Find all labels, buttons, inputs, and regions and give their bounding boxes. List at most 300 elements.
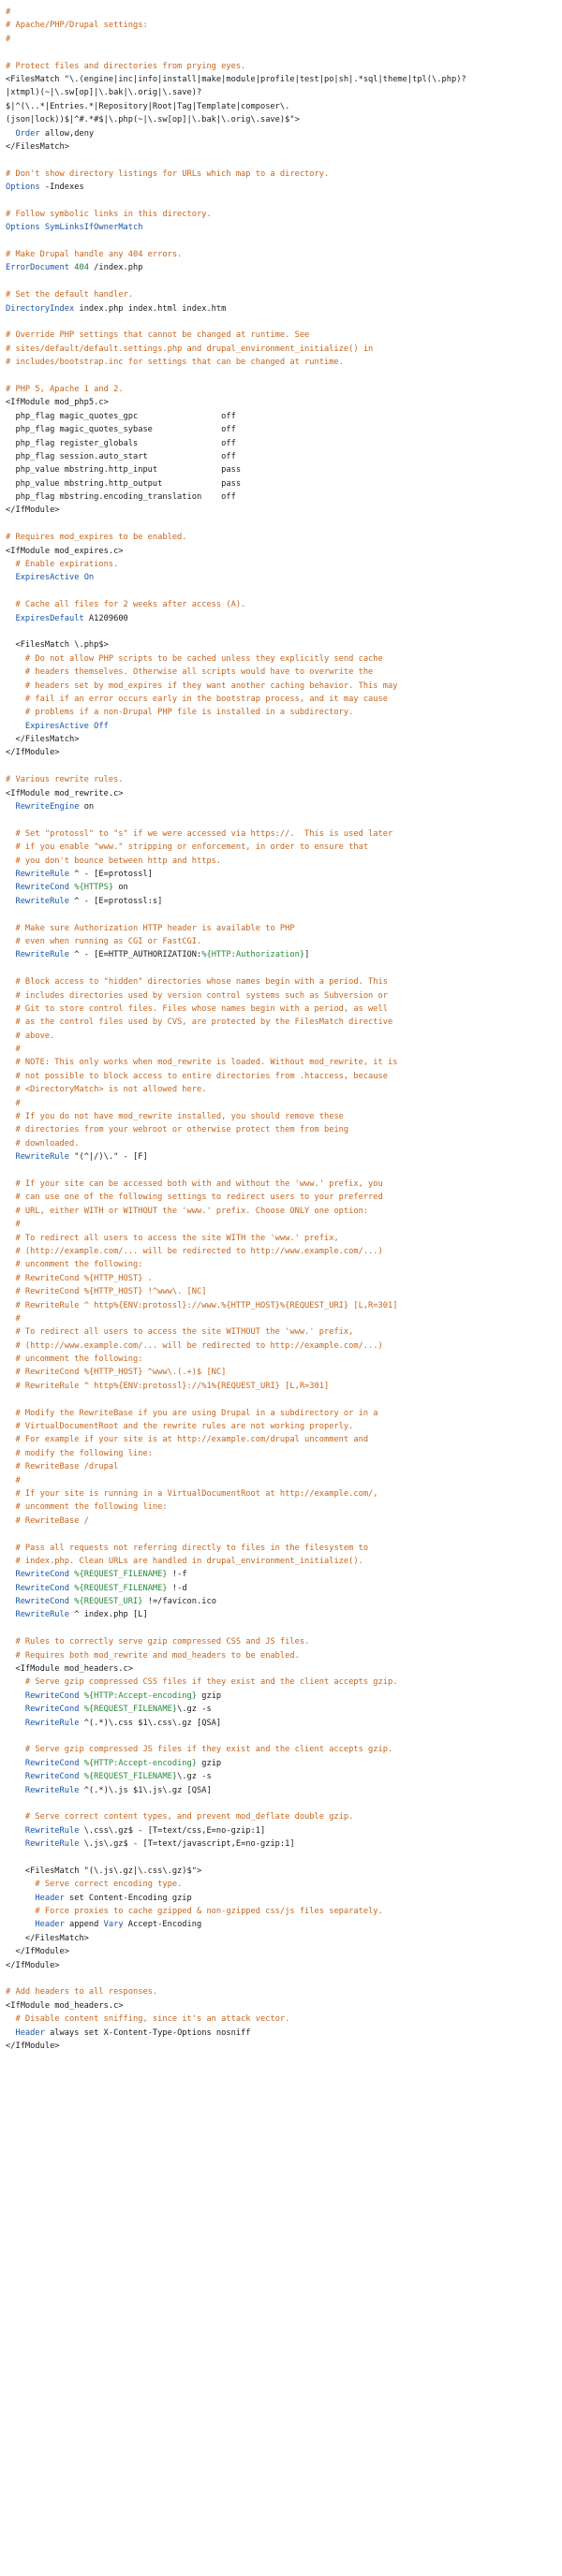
code-directive: RewriteRule — [24, 1825, 80, 1836]
code-line — [6, 1150, 562, 1164]
code-line — [6, 1784, 562, 1797]
code-comment: # Various rewrite rules. — [6, 775, 124, 785]
code-tag: </IfModule> — [6, 748, 60, 758]
code-text: ^ - [E=protossl] — [69, 870, 153, 879]
code-line — [6, 841, 562, 854]
code-comment: # RewriteBase /drupal — [15, 1462, 119, 1472]
code-text: /index.php — [88, 263, 143, 273]
code-text — [6, 600, 15, 609]
code-comment: # Modify the RewriteBase if you are using Drupal in a subdirectory or in a — [15, 1408, 378, 1418]
code-line — [6, 585, 562, 598]
code-text — [6, 1907, 35, 1916]
code-comment: # PHP 5, Apache 1 and 2. — [6, 384, 124, 394]
code-text — [6, 1234, 15, 1243]
code-text — [6, 1772, 25, 1781]
code-line — [6, 1285, 562, 1298]
code-directive: RewriteRule — [15, 1610, 70, 1620]
code-variable: %{HTTP:Accept-encoding} — [83, 1758, 198, 1768]
code-comment: # uncomment the following: — [15, 1260, 143, 1270]
code-text: index.php index.html index.htm — [74, 303, 227, 314]
code-comment: # Make Drupal handle any 404 errors. — [6, 250, 183, 260]
code-text: on — [79, 802, 95, 812]
code-line — [6, 235, 562, 248]
code-text: -Indexes — [39, 183, 84, 193]
code-line — [6, 181, 562, 194]
code-directive: RewriteRule — [15, 870, 70, 879]
code-line — [6, 19, 562, 32]
code-line — [6, 1999, 562, 2012]
code-tag: (json|lock))$|^#.*#$|\.php(~|\.sw[op]|\.bak|\.orig\.save)$"> — [6, 115, 300, 125]
code-comment: # Requires mod_expires to be enabled. — [6, 533, 187, 543]
code-line — [6, 1676, 562, 1689]
code-text — [6, 654, 25, 664]
code-tag: $|^(\..*|Entries.*|Repository|Root|Tag|Template|composer\. — [6, 101, 290, 111]
code-line — [6, 288, 562, 301]
code-line — [6, 1258, 562, 1271]
code-text — [6, 1664, 15, 1674]
code-text — [6, 1476, 15, 1486]
code-line — [6, 855, 562, 868]
code-directive: RewriteRule — [24, 1785, 80, 1795]
code-directive: RewriteRule — [24, 1718, 80, 1728]
code-line — [6, 1649, 562, 1662]
code-line — [6, 1743, 562, 1756]
code-line — [6, 86, 562, 99]
code-line — [6, 1447, 562, 1460]
code-line — [6, 1232, 562, 1245]
code-comment: # To redirect all users to access the site WITH the 'www.' prefix, — [15, 1233, 339, 1243]
code-line — [6, 113, 562, 126]
code-line — [6, 666, 562, 679]
code-line — [6, 463, 562, 476]
code-comment: # fail if an error occurs early in the bootstrap process, and it may cause — [24, 694, 388, 704]
code-line — [6, 383, 562, 396]
code-directive: RewriteCond — [24, 1705, 80, 1715]
code-text — [6, 977, 15, 987]
code-comment: # above. — [15, 1031, 55, 1041]
code-text — [6, 614, 15, 623]
code-tag: <FilesMatch \.php$> — [15, 640, 109, 651]
code-text — [6, 842, 15, 852]
code-line — [6, 1474, 562, 1487]
code-text: Accept-Encoding — [123, 1920, 202, 1930]
code-text — [6, 856, 15, 866]
code-directive: ErrorDocument — [6, 263, 69, 273]
code-tag: </FilesMatch> — [6, 141, 69, 152]
code-text — [6, 1193, 15, 1202]
code-text: allow,deny — [39, 128, 95, 139]
code-directive: Options — [6, 183, 40, 193]
code-line — [6, 1528, 562, 1541]
code-comment: # — [15, 1098, 21, 1108]
code-line — [6, 1178, 562, 1191]
code-comment: # — [15, 1313, 21, 1324]
code-comment: # Apache/PHP/Drupal settings: — [6, 21, 148, 31]
code-line — [6, 1164, 562, 1178]
code-line — [6, 1595, 562, 1608]
code-line — [6, 140, 562, 154]
code-comment: # Set "protossl" to "s" if we were accessed via https://. This is used later — [15, 828, 393, 839]
code-line — [6, 1030, 562, 1043]
code-line — [6, 1690, 562, 1703]
code-line — [6, 1016, 562, 1029]
code-directive: RewriteEngine — [15, 802, 80, 812]
code-comment: # not possible to block access to entire directories from .htaccess, because — [15, 1071, 388, 1081]
code-text — [6, 681, 25, 691]
code-text — [6, 1085, 15, 1094]
code-comment: # RewriteCond %{HTTP_HOST} !^www\. [NC] — [15, 1287, 207, 1297]
code-line — [6, 1312, 562, 1325]
code-line — [6, 598, 562, 611]
code-line — [6, 1852, 562, 1865]
code-variable: %{REQUEST_FILENAME} — [83, 1705, 178, 1715]
code-comment: # Git to store control files. Files whose names begin with a period, as well — [15, 1003, 388, 1014]
code-variable: %{HTTP:Accept-encoding} — [83, 1690, 198, 1701]
code-line — [6, 504, 562, 517]
code-text: gzip — [197, 1690, 222, 1701]
code-line — [6, 1218, 562, 1231]
code-line — [6, 827, 562, 841]
code-comment: # downloaded. — [15, 1138, 80, 1149]
code-line — [6, 1824, 562, 1837]
code-text — [6, 1934, 25, 1943]
code-text: php_value mbstring.http_input pass — [6, 465, 242, 476]
code-directive: Vary — [103, 1920, 124, 1930]
code-line — [6, 652, 562, 666]
code-comment: # Force proxies to cache gzipped & non-gzipped css/js files separately. — [35, 1907, 383, 1917]
code-line — [6, 1325, 562, 1339]
code-text — [6, 1759, 25, 1768]
code-comment: # Enable expirations. — [15, 560, 119, 570]
code-text: ] — [304, 950, 310, 960]
code-tag: <IfModule mod_php5.c> — [6, 398, 109, 408]
code-text — [6, 695, 25, 704]
code-comment: # Block access to "hidden" directories whose names begin with a period. This — [15, 977, 388, 988]
code-line — [6, 733, 562, 746]
code-text — [6, 1502, 15, 1512]
code-line — [6, 1339, 562, 1353]
code-text: ^(.*)\.js $1\.js\.gz [QSA] — [79, 1785, 212, 1795]
code-variable: %{HTTPS} — [74, 883, 114, 893]
code-line — [6, 962, 562, 975]
code-comment: # Rules to correctly serve gzip compressed CSS and JS files. — [15, 1637, 310, 1647]
code-text — [6, 2028, 15, 2038]
code-text — [6, 1570, 15, 1579]
code-text: ^(.*)\.css $1\.css\.gz [QSA] — [79, 1718, 222, 1728]
code-line — [6, 275, 562, 288]
code-comment: # — [15, 1045, 21, 1055]
code-directive: RewriteRule — [15, 950, 70, 960]
code-line — [6, 935, 562, 948]
code-text — [6, 870, 15, 879]
code-line — [6, 221, 562, 234]
code-tag: <FilesMatch "\.(engine|inc|info|install|make|module|profile|test|po|sh|.*sql|theme|tpl(\.php)? — [6, 74, 466, 84]
code-line — [6, 2027, 562, 2040]
code-comment: # RewriteRule ^ http%{ENV:protossl}://www.%{HTTP_HOST}%{REQUEST_URI} [L,R=301] — [15, 1300, 398, 1310]
code-comment: # Add headers to all responses. — [6, 1987, 158, 1998]
code-tag: <IfModule mod_rewrite.c> — [6, 788, 124, 798]
code-line — [6, 1985, 562, 1998]
code-text: php_flag mbstring.encoding_translation off — [6, 492, 236, 503]
code-line — [6, 1878, 562, 1891]
code-comment: # — [6, 34, 11, 44]
code-line — [6, 410, 562, 423]
code-text — [6, 1866, 25, 1876]
code-comment: # — [15, 1475, 21, 1486]
code-directive: DirectoryIndex — [6, 303, 75, 314]
code-text — [6, 1705, 25, 1714]
code-text — [6, 2014, 15, 2024]
code-line — [6, 1393, 562, 1406]
code-line — [6, 1770, 562, 1783]
code-line — [6, 168, 562, 181]
code-text: !-f — [167, 1570, 187, 1580]
code-line — [6, 1918, 562, 1931]
code-text — [6, 1947, 15, 1956]
code-directive: Options — [6, 223, 40, 233]
code-directive: RewriteCond — [15, 1570, 70, 1580]
code-line — [6, 343, 562, 356]
code-text — [6, 1826, 25, 1836]
code-text: always set X-Content-Type-Options nosniff — [44, 2027, 251, 2038]
code-text: php_flag register_globals off — [6, 438, 236, 448]
code-line — [6, 1515, 562, 1528]
code-text — [6, 950, 15, 959]
code-text — [6, 1207, 15, 1216]
code-text — [6, 560, 15, 569]
code-comment: # To redirect all users to access the site WITHOUT the 'www.' prefix, — [15, 1327, 354, 1338]
code-text — [6, 1584, 15, 1593]
code-line — [6, 545, 562, 558]
code-line — [6, 975, 562, 988]
code-directive: Header — [35, 1893, 65, 1903]
code-directive: RewriteRule — [15, 1152, 70, 1163]
code-text — [6, 1894, 35, 1903]
code-line — [6, 1097, 562, 1110]
code-tag: <IfModule mod_headers.c> — [15, 1664, 133, 1675]
code-comment: # RewriteCond %{HTTP_HOST} ^www\.(.+)$ [NC] — [15, 1368, 227, 1378]
code-line — [6, 1757, 562, 1770]
code-comment: # VirtualDocumentRoot and the rewrite rules are not working properly. — [15, 1422, 354, 1432]
code-directive: ExpiresDefault — [15, 613, 84, 623]
code-text: "(^|/)\." - [F] — [69, 1152, 148, 1163]
code-line — [6, 638, 562, 651]
code-text — [6, 129, 15, 139]
code-comment: # as the control files used by CVS, are protected by the FilesMatch directive — [15, 1017, 393, 1028]
code-line — [6, 612, 562, 625]
code-text — [6, 1839, 25, 1849]
code-directive: Header — [35, 1920, 65, 1930]
code-text — [6, 1301, 15, 1310]
code-line — [6, 518, 562, 531]
code-line — [6, 571, 562, 584]
code-comment: # RewriteBase / — [15, 1515, 89, 1526]
code-tag: </IfModule> — [6, 2041, 60, 2051]
code-text: \.gz -s — [177, 1772, 212, 1782]
code-variable: %{REQUEST_FILENAME} — [83, 1772, 178, 1782]
code-text — [6, 1152, 15, 1162]
code-text: php_flag magic_quotes_gpc off — [6, 411, 236, 421]
code-line — [6, 194, 562, 207]
code-line — [6, 558, 562, 571]
code-line — [6, 1070, 562, 1083]
code-line — [6, 1932, 562, 1945]
code-directive: ExpiresActive — [24, 721, 89, 731]
code-tag: </FilesMatch> — [15, 735, 80, 745]
code-line — [6, 1717, 562, 1730]
code-line — [6, 477, 562, 490]
code-text: !=/favicon.ico — [142, 1597, 216, 1607]
code-line — [6, 760, 562, 773]
code-variable: %{REQUEST_URI} — [74, 1597, 143, 1607]
code-text — [6, 1112, 15, 1121]
code-comment: # includes directories used by version control systems such as Subversion or — [15, 990, 388, 1001]
code-line — [6, 356, 562, 369]
code-line — [6, 1137, 562, 1150]
code-text — [6, 883, 15, 892]
code-text: ^ - [E=protossl:s] — [69, 896, 163, 906]
code-variable: %{HTTP:Authorization} — [201, 950, 305, 960]
code-text — [6, 1314, 15, 1324]
code-variable: %{REQUEST_FILENAME} — [74, 1570, 168, 1580]
code-text — [6, 722, 25, 731]
code-text — [6, 1435, 15, 1444]
code-line — [6, 1500, 562, 1514]
code-comment: # Do not allow PHP scripts to be cached unless they explicitly send cache — [24, 653, 383, 664]
code-line — [6, 1810, 562, 1823]
code-line — [6, 261, 562, 274]
code-line — [6, 531, 562, 544]
code-line — [6, 248, 562, 261]
code-comment: # Don't show directory listings for URLs which map to a directory. — [6, 168, 330, 179]
code-line — [6, 1608, 562, 1621]
code-comment: # If your site is running in a VirtualDocumentRoot at http://example.com/, — [15, 1488, 378, 1499]
code-line — [6, 1110, 562, 1123]
code-directive: RewriteCond — [15, 1583, 70, 1593]
code-text — [6, 1179, 15, 1189]
code-text: \.js\.gz$ - [T=text/javascript,E=no-gzip:1] — [79, 1839, 295, 1850]
code-line — [6, 1056, 562, 1069]
code-directive: On — [83, 573, 95, 583]
code-text — [6, 1045, 15, 1054]
code-directive: ExpiresActive — [15, 573, 80, 583]
code-tag: <IfModule mod_expires.c> — [6, 546, 124, 556]
code-text — [6, 1072, 15, 1081]
code-directive: RewriteCond — [24, 1772, 80, 1782]
code-text — [6, 573, 15, 582]
code-text — [6, 1516, 15, 1526]
code-line — [6, 881, 562, 894]
code-number: 404 — [74, 263, 89, 273]
code-text — [6, 735, 15, 744]
code-comment: # Make sure Authorization HTTP header is available to PHP — [15, 923, 295, 933]
code-directive: RewriteCond — [15, 883, 70, 893]
code-line — [6, 1407, 562, 1420]
code-comment: # you don't bounce between http and https. — [15, 856, 222, 866]
code-text — [6, 1382, 15, 1391]
code-text — [6, 1368, 15, 1377]
code-line — [6, 329, 562, 342]
code-text — [6, 1327, 15, 1337]
code-text — [6, 829, 15, 839]
code-directive: RewriteRule — [24, 1839, 80, 1850]
code-comment: # Requires both mod_rewrite and mod_headers to be enabled. — [15, 1650, 300, 1661]
code-comment: # Disable content sniffing, since it's an attack vector. — [15, 2014, 290, 2025]
code-text: ^ - [E=HTTP_AUTHORIZATION: — [69, 950, 202, 960]
code-text — [6, 1058, 15, 1067]
code-comment: # headers themselves. Otherwise all scripts would have to overwrite the — [24, 667, 374, 678]
code-line — [6, 895, 562, 908]
code-line — [6, 154, 562, 167]
code-text — [6, 1409, 15, 1418]
code-line — [6, 46, 562, 59]
code-text: set Content-Encoding gzip — [64, 1893, 192, 1903]
code-text — [6, 1677, 25, 1687]
code-text — [6, 897, 15, 906]
code-directive: RewriteCond — [24, 1758, 80, 1768]
code-text — [6, 667, 25, 677]
code-line — [6, 1433, 562, 1446]
code-directive: RewriteCond — [15, 1597, 70, 1607]
code-line — [6, 813, 562, 827]
code-line — [6, 1582, 562, 1595]
code-comment: # URL, either WITH or WITHOUT the 'www.' prefix. Choose ONLY one option: — [15, 1206, 369, 1216]
code-line — [6, 437, 562, 450]
code-text — [6, 1017, 15, 1027]
code-text — [6, 1637, 15, 1647]
code-line — [6, 773, 562, 786]
code-line — [6, 746, 562, 759]
code-line — [6, 1837, 562, 1851]
code-line — [6, 302, 562, 315]
code-tag: </IfModule> — [15, 1947, 70, 1957]
code-tag: </FilesMatch> — [24, 1933, 89, 1943]
code-text — [6, 1032, 15, 1041]
code-line — [6, 73, 562, 86]
code-line — [6, 1703, 562, 1716]
code-line — [6, 1380, 562, 1393]
code-text — [6, 924, 15, 933]
code-text — [6, 1691, 25, 1701]
code-directive: RewriteCond — [24, 1690, 80, 1701]
code-text — [6, 1220, 15, 1229]
code-text: append — [64, 1920, 104, 1930]
code-line — [6, 1662, 562, 1676]
code-text — [6, 1812, 25, 1822]
code-text — [6, 1287, 15, 1296]
code-comment: # Serve gzip compressed JS files if they exist and the client accepts gzip. — [24, 1745, 393, 1755]
code-comment: # If your site can be accessed both with and without the 'www.' prefix, you — [15, 1178, 383, 1189]
code-comment: # Serve correct encoding type. — [35, 1880, 183, 1890]
code-text: \.gz -s — [177, 1705, 212, 1715]
code-line — [6, 1420, 562, 1433]
code-text — [6, 1597, 15, 1606]
code-tag: <IfModule mod_headers.c> — [6, 2000, 124, 2011]
code-comment: # problems if a non-Drupal PHP file is installed in a subdirectory. — [24, 708, 354, 718]
code-line — [6, 1972, 562, 1985]
code-comment: # index.php. Clean URLs are handled in drupal_environment_initialize(). — [15, 1556, 363, 1566]
code-line — [6, 1083, 562, 1096]
code-tag: </IfModule> — [6, 505, 60, 516]
code-line — [6, 1555, 562, 1568]
code-text — [6, 1260, 15, 1269]
code-line — [6, 800, 562, 813]
code-text — [6, 1920, 35, 1929]
code-line — [6, 396, 562, 409]
code-text — [6, 1745, 25, 1754]
code-comment: # Override PHP settings that cannot be changed at runtime. See — [6, 330, 310, 341]
code-text — [6, 1274, 15, 1283]
